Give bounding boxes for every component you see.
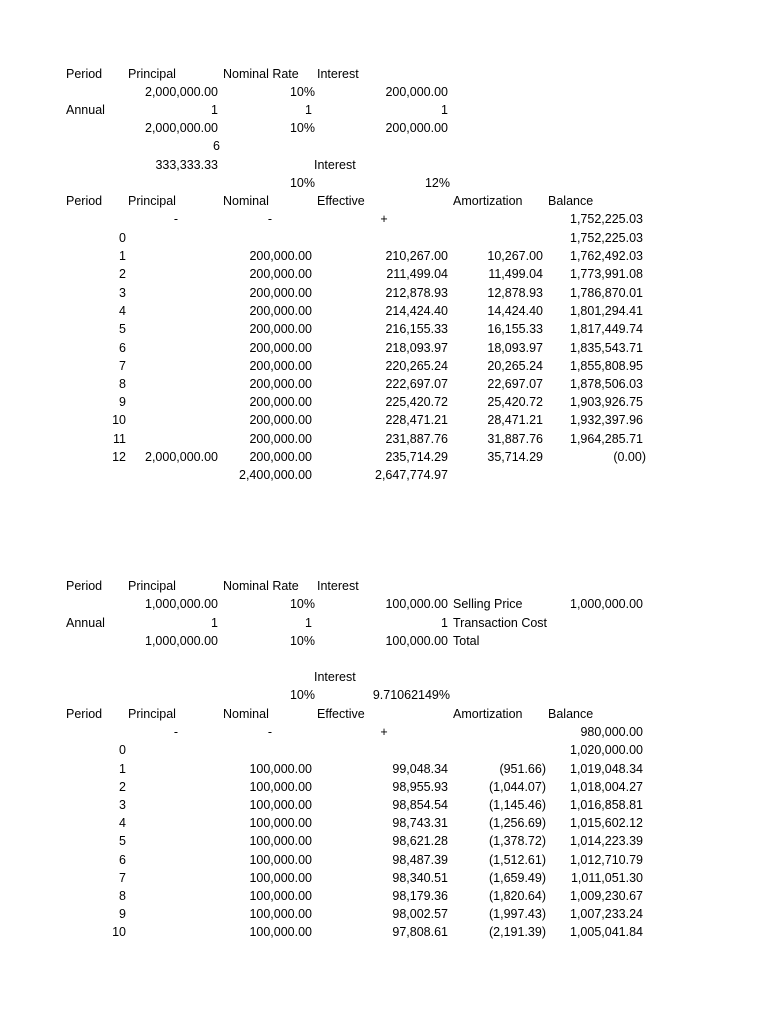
cell-interest: 200,000.00: [385, 85, 448, 99]
row-amortization: 31,887.76: [487, 432, 543, 446]
cell-rate: 10%: [289, 85, 315, 99]
row-period: 0: [119, 743, 126, 757]
row-period: 1: [119, 249, 126, 263]
row-balance: 1,752,225.03: [570, 231, 643, 245]
row-effective: 98,002.57: [392, 907, 448, 921]
row-effective: 222,697.07: [385, 377, 448, 391]
row-period: 2: [119, 267, 126, 281]
row-period: 1: [119, 762, 126, 776]
cell-interest: 100,000.00: [385, 634, 448, 648]
row-nominal: 100,000.00: [249, 816, 312, 830]
cell-principal: 1,000,000.00: [145, 597, 218, 611]
header-period: Period: [66, 579, 103, 593]
row-effective: 231,887.76: [385, 432, 448, 446]
row-balance: 1,964,285.71: [570, 432, 643, 446]
row-effective: 97,808.61: [392, 925, 448, 939]
row-period: 0: [119, 231, 126, 245]
nominal-rate-value: 10%: [289, 176, 315, 190]
total-nominal: 2,400,000.00: [239, 468, 312, 482]
row-amortization: 11,499.04: [488, 267, 543, 281]
row-amortization: (951.66): [499, 762, 546, 776]
table-header-balance: Balance: [548, 707, 594, 721]
row-nominal: 100,000.00: [249, 834, 312, 848]
cell-value: 1: [211, 103, 218, 117]
row-balance: 1,016,858.81: [570, 798, 643, 812]
header-period: Period: [66, 67, 103, 81]
row-nominal: 100,000.00: [249, 871, 312, 885]
row-nominal: 200,000.00: [249, 304, 312, 318]
sign-minus: -: [173, 212, 179, 226]
cell-value: 6: [213, 139, 220, 153]
row-amortization: (2,191.39): [489, 925, 546, 939]
cell-interest: 200,000.00: [385, 121, 448, 135]
row-amortization: (1,256.69): [489, 816, 546, 830]
header-interest: Interest: [317, 579, 359, 593]
row-effective: 98,621.28: [392, 834, 448, 848]
row-amortization: 20,265.24: [487, 359, 543, 373]
row-nominal: 200,000.00: [249, 341, 312, 355]
row-period: 12: [112, 450, 126, 464]
row-amortization: (1,378.72): [489, 834, 546, 848]
row-amortization: (1,997.43): [489, 907, 546, 921]
row-period: 3: [119, 286, 126, 300]
row-nominal: 200,000.00: [249, 249, 312, 263]
total-effective: 2,647,774.97: [375, 468, 448, 482]
row-amortization: (1,820.64): [489, 889, 546, 903]
row-balance: 1,878,506.03: [570, 377, 643, 391]
row-amortization: 25,420.72: [487, 395, 543, 409]
row-effective: 98,743.31: [392, 816, 448, 830]
row-nominal: 100,000.00: [249, 907, 312, 921]
row-nominal: 100,000.00: [249, 853, 312, 867]
row-nominal: 200,000.00: [249, 322, 312, 336]
header-nominal-rate: Nominal Rate: [223, 579, 299, 593]
row-effective: 210,267.00: [385, 249, 448, 263]
initial-balance: 1,752,225.03: [570, 212, 643, 226]
label-transaction-cost: Transaction Cost: [453, 616, 548, 630]
row-nominal: 100,000.00: [249, 780, 312, 794]
row-balance: 1,762,492.03: [570, 249, 643, 263]
header-principal: Principal: [128, 67, 176, 81]
label-interest: Interest: [314, 670, 356, 684]
table-header-effective: Effective: [317, 707, 365, 721]
cell-interest: 100,000.00: [385, 597, 448, 611]
table-header-nominal: Nominal: [223, 194, 269, 208]
row-effective: 99,048.34: [392, 762, 448, 776]
row-balance: 1,019,048.34: [570, 762, 643, 776]
row-principal: 2,000,000.00: [145, 450, 218, 464]
row-nominal: 100,000.00: [249, 889, 312, 903]
row-effective: 98,179.36: [392, 889, 448, 903]
nominal-rate-value: 10%: [289, 688, 315, 702]
row-period: 3: [119, 798, 126, 812]
row-effective: 212,878.93: [385, 286, 448, 300]
row-amortization: (1,145.46): [489, 798, 546, 812]
cell-rate: 10%: [289, 121, 315, 135]
cell-rate: 10%: [289, 597, 315, 611]
row-amortization: 35,714.29: [487, 450, 543, 464]
cell-value: 1: [305, 616, 312, 630]
effective-rate-value: 12%: [424, 176, 450, 190]
row-period: 4: [119, 304, 126, 318]
table-header-principal: Principal: [128, 194, 176, 208]
row-nominal: 200,000.00: [249, 395, 312, 409]
row-balance: 1,009,230.67: [570, 889, 643, 903]
row-period: 7: [119, 359, 126, 373]
row-balance: 1,903,926.75: [570, 395, 643, 409]
label-interest: Interest: [314, 158, 356, 172]
row-nominal: 200,000.00: [249, 377, 312, 391]
table-header-nominal: Nominal: [223, 707, 269, 721]
row-balance: 1,801,294.41: [570, 304, 643, 318]
row-balance: 1,817,449.74: [570, 322, 643, 336]
row-amortization: (1,512.61): [489, 853, 546, 867]
row-effective: 98,487.39: [392, 853, 448, 867]
row-balance: 1,018,004.27: [570, 780, 643, 794]
row-amortization: 14,424.40: [487, 304, 543, 318]
row-balance: 1,020,000.00: [570, 743, 643, 757]
row-balance: 1,011,051.30: [570, 871, 643, 885]
row-period: 8: [119, 889, 126, 903]
table-header-period: Period: [66, 707, 103, 721]
row-effective: 218,093.97: [385, 341, 448, 355]
row-amortization: 12,878.93: [487, 286, 543, 300]
row-period: 7: [119, 871, 126, 885]
row-balance: 1,773,991.08: [570, 267, 643, 281]
row-balance: 1,786,870.01: [570, 286, 643, 300]
cell-value: 1: [305, 103, 312, 117]
row-period: 10: [112, 925, 126, 939]
sign-minus: -: [173, 725, 179, 739]
table-header-balance: Balance: [548, 194, 594, 208]
row-nominal: 200,000.00: [249, 267, 312, 281]
row-period: 6: [119, 341, 126, 355]
cell-value: 1: [441, 616, 448, 630]
row-amortization: 10,267.00: [487, 249, 543, 263]
row-nominal: 200,000.00: [249, 450, 312, 464]
label-total: Total: [453, 634, 480, 648]
selling-price-value: 1,000,000.00: [570, 597, 643, 611]
table-header-period: Period: [66, 194, 103, 208]
row-nominal: 200,000.00: [249, 359, 312, 373]
row-nominal: 200,000.00: [249, 286, 312, 300]
row-amortization: 22,697.07: [487, 377, 543, 391]
row-period: 2: [119, 780, 126, 794]
row-period: 8: [119, 377, 126, 391]
row-effective: 211,499.04: [386, 267, 448, 281]
row-amortization: (1,044.07): [489, 780, 546, 794]
row-period: 11: [113, 432, 126, 446]
row-balance: (0.00): [613, 450, 646, 464]
cell-annual-label: Annual: [66, 616, 105, 630]
cell-value: 333,333.33: [155, 158, 218, 172]
row-balance: 1,015,602.12: [570, 816, 643, 830]
cell-principal: 1,000,000.00: [145, 634, 218, 648]
cell-principal: 2,000,000.00: [145, 85, 218, 99]
row-period: 10: [112, 413, 126, 427]
row-balance: 1,014,223.39: [570, 834, 643, 848]
row-effective: 216,155.33: [385, 322, 448, 336]
row-effective: 98,340.51: [392, 871, 448, 885]
cell-annual-label: Annual: [66, 103, 105, 117]
cell-value: 1: [441, 103, 448, 117]
header-nominal-rate: Nominal Rate: [223, 67, 299, 81]
row-balance: 1,007,233.24: [570, 907, 643, 921]
sign-minus: -: [267, 725, 273, 739]
header-principal: Principal: [128, 579, 176, 593]
label-selling-price: Selling Price: [453, 597, 523, 611]
row-balance: 1,855,808.95: [570, 359, 643, 373]
row-effective: 225,420.72: [385, 395, 448, 409]
row-effective: 98,955.93: [392, 780, 448, 794]
initial-balance: 980,000.00: [580, 725, 643, 739]
row-balance: 1,005,041.84: [570, 925, 643, 939]
row-balance: 1,932,397.96: [570, 413, 643, 427]
row-effective: 98,854.54: [392, 798, 448, 812]
row-period: 5: [119, 834, 126, 848]
effective-rate-value: 9.71062149%: [372, 688, 450, 702]
row-nominal: 100,000.00: [249, 925, 312, 939]
row-effective: 235,714.29: [385, 450, 448, 464]
row-nominal: 200,000.00: [249, 413, 312, 427]
row-amortization: 28,471.21: [487, 413, 543, 427]
row-balance: 1,835,543.71: [570, 341, 643, 355]
table-header-amortization: Amortization: [453, 707, 523, 721]
row-nominal: 100,000.00: [249, 762, 312, 776]
row-nominal: 100,000.00: [249, 798, 312, 812]
sign-minus: -: [267, 212, 273, 226]
row-effective: 214,424.40: [385, 304, 448, 318]
sign-plus: +: [380, 725, 388, 739]
row-nominal: 200,000.00: [249, 432, 312, 446]
sign-plus: +: [380, 212, 388, 226]
cell-value: 1: [211, 616, 218, 630]
row-period: 9: [119, 395, 126, 409]
row-period: 6: [119, 853, 126, 867]
table-header-effective: Effective: [317, 194, 365, 208]
row-period: 5: [119, 322, 126, 336]
row-effective: 220,265.24: [385, 359, 448, 373]
header-interest: Interest: [317, 67, 359, 81]
cell-principal: 2,000,000.00: [145, 121, 218, 135]
row-effective: 228,471.21: [385, 413, 448, 427]
table-header-principal: Principal: [128, 707, 176, 721]
row-period: 9: [119, 907, 126, 921]
row-amortization: 18,093.97: [487, 341, 543, 355]
row-balance: 1,012,710.79: [570, 853, 643, 867]
cell-rate: 10%: [289, 634, 315, 648]
row-amortization: 16,155.33: [487, 322, 543, 336]
table-header-amortization: Amortization: [453, 194, 523, 208]
row-period: 4: [119, 816, 126, 830]
row-amortization: (1,659.49): [489, 871, 546, 885]
